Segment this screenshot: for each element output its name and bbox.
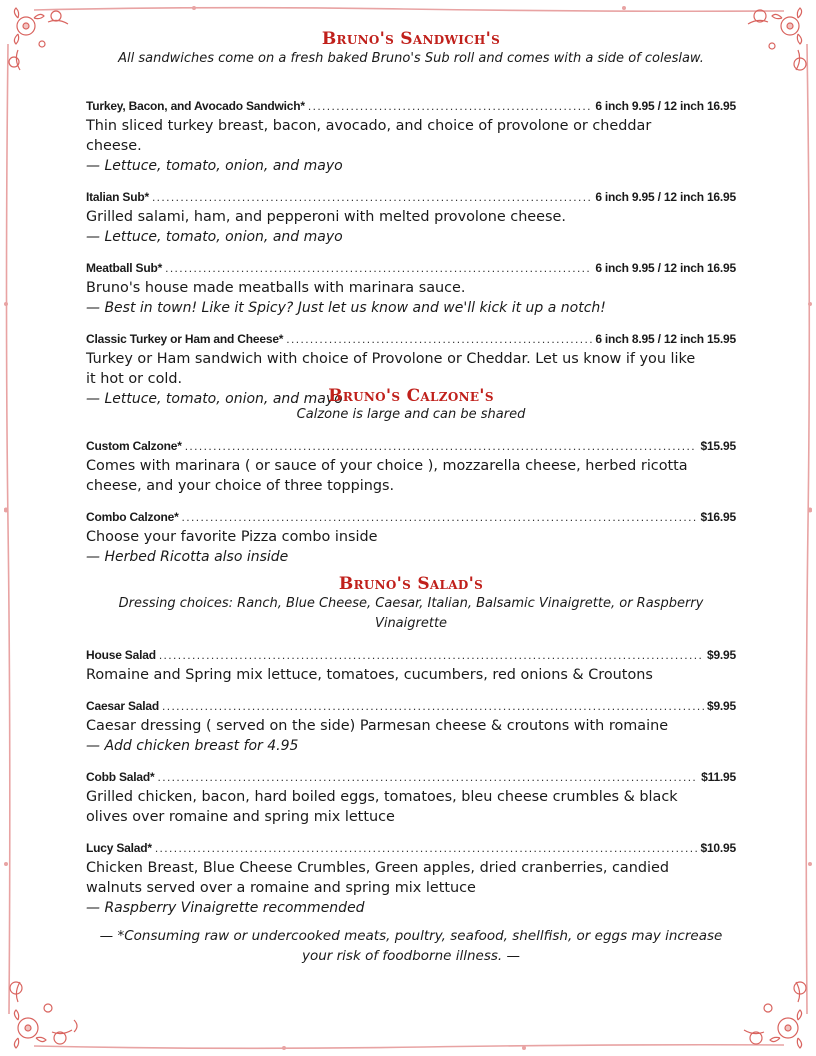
section-title: Bruno's Calzone's [328,386,494,406]
menu-item [86,260,736,318]
leader-dots [308,98,592,114]
item-description: Grilled salami, ham, and pepperoni with melted provolone cheese. [86,209,566,225]
menu-item [86,769,736,827]
item-name: Italian Sub* [86,190,149,204]
item-name: Lucy Salad* [86,841,152,855]
section-subtitle: Dressing choices: Ranch, Blue Cheese, Caesar, Italian, Balsamic Vinaigrette, or Raspberry Vinaigrette [118,596,704,631]
item-name: Turkey, Bacon, and Avocado Sandwich* [86,99,305,113]
item-price: $11.95 [701,770,736,784]
food-safety-disclaimer: — *Consuming raw or undercooked meats, poultry, seafood, shellfish, or eggs may increase your risk of foodborne illness. — [99,928,723,964]
item-name: Combo Calzone* [86,510,179,524]
item-name: House Salad [86,648,156,662]
leader-dots [165,260,592,276]
item-price: 6 inch 9.95 / 12 inch 16.95 [595,190,736,204]
section-calzones [86,387,736,567]
leader-dots [159,647,704,663]
item-price: $9.95 [706,648,736,662]
menu-item [86,189,736,247]
item-name: Cobb Salad* [86,770,155,784]
item-note: — Add chicken breast for 4.95 [86,738,299,754]
item-note: — Herbed Ricotta also inside [86,549,289,565]
item-note: — Best in town! Like it Spicy? Just let us know and we'll kick it up a notch! [86,300,606,316]
item-price: $15.95 [700,439,736,453]
item-description: Chicken Breast, Blue Cheese Crumbles, Green apples, dried cranberries, candied walnuts served over a romaine and spring mix lettuce [86,860,669,896]
menu-item [86,840,736,918]
item-name: Classic Turkey or Ham and Cheese* [86,332,284,346]
section-subtitle: Calzone is large and can be shared [296,407,526,422]
item-description: Comes with marinara ( or sauce of your choice ), mozzarella cheese, herbed ricotta cheese, and your choice of three toppings. [86,458,688,494]
item-price: 6 inch 9.95 / 12 inch 16.95 [595,99,736,113]
item-name: Caesar Salad [86,699,159,713]
section-title: Bruno's Sandwich's [321,29,501,49]
section-sandwiches [86,30,736,409]
item-description: Caesar dressing ( served on the side) Parmesan cheese & croutons with romaine [86,718,669,734]
corner-flourish-top-right [748,8,806,70]
item-price: 6 inch 9.95 / 12 inch 16.95 [595,261,736,275]
leader-dots [152,189,592,205]
corner-flourish-bottom-left [10,982,77,1048]
item-description: Bruno's house made meatballs with marinara sauce. [86,280,466,296]
item-price: $10.95 [700,841,736,855]
item-description: Choose your favorite Pizza combo inside [86,529,378,545]
item-price: $16.95 [700,510,736,524]
item-description: Thin sliced turkey breast, bacon, avocado, and choice of provolone or cheddar cheese. [86,118,652,154]
leader-dots [185,438,698,454]
corner-flourish-top-left [9,8,68,70]
leader-dots [182,509,698,525]
item-description: Grilled chicken, bacon, hard boiled eggs, tomatoes, bleu cheese crumbles & black olives over romaine and spring mix lettuce [86,789,678,825]
section-salads [86,575,736,918]
section-title: Bruno's Salad's [338,574,484,594]
menu-item [86,98,736,176]
item-note: — Lettuce, tomato, onion, and mayo [86,158,343,174]
menu-item [86,438,736,496]
item-price: 6 inch 8.95 / 12 inch 15.95 [595,332,736,346]
item-description: Turkey or Ham sandwich with choice of Provolone or Cheddar. Let us know if you like it hot or cold. [86,351,696,387]
leader-dots [155,840,698,856]
corner-flourish-bottom-right [744,982,806,1048]
menu-item [86,509,736,567]
menu-item [86,698,736,756]
item-note: — Raspberry Vinaigrette recommended [86,900,365,916]
item-description: Romaine and Spring mix lettuce, tomatoes, cucumbers, red onions & Croutons [86,667,653,683]
leader-dots [157,769,698,785]
item-name: Meatball Sub* [86,261,163,275]
leader-dots [286,331,592,347]
item-note: — Lettuce, tomato, onion, and mayo [86,229,343,245]
item-note: — Lettuce, tomato, onion, and mayo [86,391,343,407]
item-price: $9.95 [706,699,736,713]
item-name: Custom Calzone* [86,439,182,453]
section-subtitle: All sandwiches come on a fresh baked Bruno's Sub roll and comes with a side of coleslaw. [118,51,704,66]
leader-dots [162,698,704,714]
menu-item [86,647,736,685]
